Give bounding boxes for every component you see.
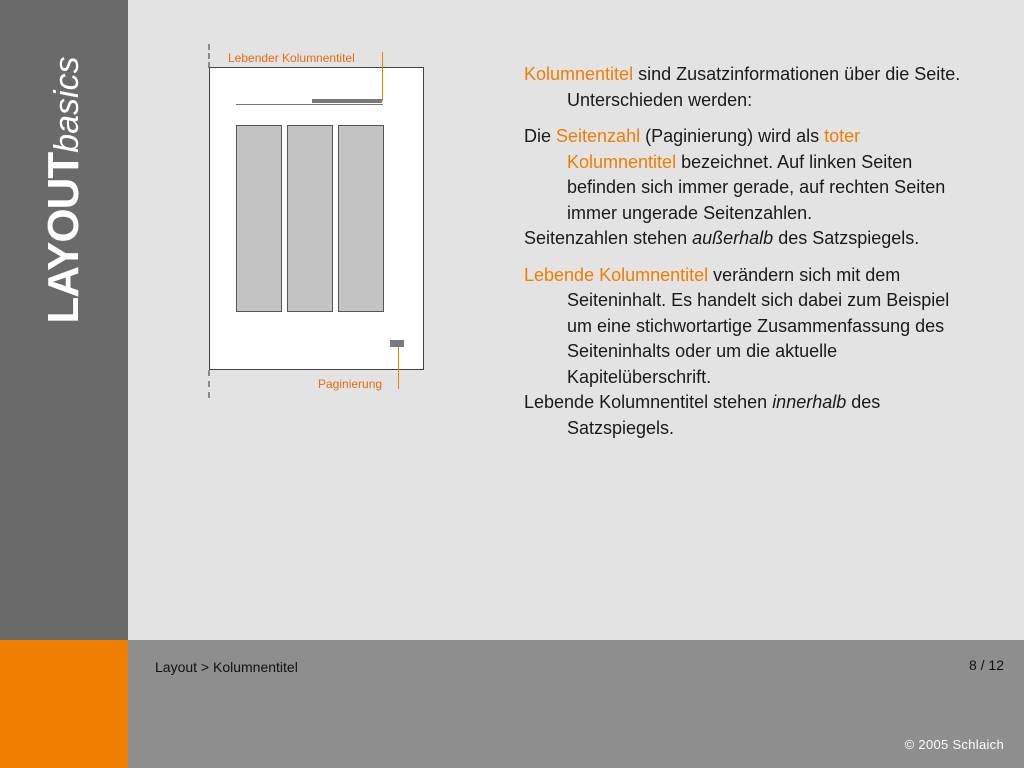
text: Lebende Kolumnentitel stehen bbox=[524, 392, 773, 412]
line-aussehalb bbox=[524, 226, 964, 252]
brand-logo bbox=[39, 56, 88, 324]
brand-bold: LAYOUT bbox=[39, 152, 88, 324]
paragraph-lebende-kolumnentitel bbox=[524, 263, 964, 442]
page-number-label: Paginierung bbox=[318, 377, 383, 391]
paragraph-seitenzahl bbox=[524, 124, 964, 252]
emph-innerhalb: innerhalb bbox=[772, 392, 847, 412]
emph-ausserhalb: außerhalb bbox=[692, 228, 774, 248]
line-innerhalb bbox=[524, 390, 964, 441]
breadcrumb: Layout > Kolumnentitel bbox=[155, 659, 298, 675]
text: des Satzspiegels. bbox=[773, 228, 920, 248]
text-column-3 bbox=[338, 125, 384, 312]
term-kolumnentitel: Kolumnentitel bbox=[524, 64, 634, 84]
text: verändern sich mit dem Seiteninhalt. Es handelt sich dabei zum Beispiel um eine stichwortartige Zusammenfassung des Seiteninhalts oder um die aktuelle Kapitelüberschrift. bbox=[567, 264, 950, 387]
term-lebende-kolumnentitel: Lebende Kolumnentitel bbox=[524, 264, 709, 285]
footer-accent-block bbox=[0, 640, 128, 768]
text: sind Zusatzinformationen über die Seite. Unterschieden werden: bbox=[567, 64, 961, 110]
term-seitenzahl: Seitenzahl bbox=[556, 126, 641, 146]
gutter-line-top bbox=[208, 44, 210, 68]
text: (Paginierung) wird als bbox=[640, 126, 825, 146]
text: des Satzspiegels. bbox=[567, 392, 881, 438]
copyright: © 2005 Schlaich bbox=[904, 737, 1004, 752]
header-rule bbox=[236, 104, 383, 105]
paragraph-kolumnentitel bbox=[524, 62, 964, 113]
running-head-marker bbox=[312, 99, 382, 103]
running-head-callout-line bbox=[382, 52, 383, 101]
page-number-marker bbox=[390, 340, 404, 347]
sidebar bbox=[0, 0, 128, 640]
text: Die bbox=[524, 126, 557, 146]
term-toter-kolumnentitel: toter Kolumnentitel bbox=[567, 126, 861, 172]
text-column-1 bbox=[236, 125, 282, 312]
brand-italic: basics bbox=[48, 56, 86, 153]
page-number: 8 / 12 bbox=[968, 657, 1004, 673]
running-head-label: Lebender Kolumnentitel bbox=[228, 51, 355, 65]
text-block bbox=[524, 62, 964, 452]
gutter-line-bottom bbox=[208, 370, 210, 398]
page-number-callout-line bbox=[398, 347, 399, 389]
footer bbox=[128, 640, 1024, 768]
text-column-2 bbox=[287, 125, 333, 312]
text: Seitenzahlen stehen bbox=[524, 228, 693, 248]
text: bezeichnet. Auf linken Seiten befinden sich immer gerade, auf rechten Seiten immer ungerade Seitenzahlen. bbox=[567, 151, 946, 223]
